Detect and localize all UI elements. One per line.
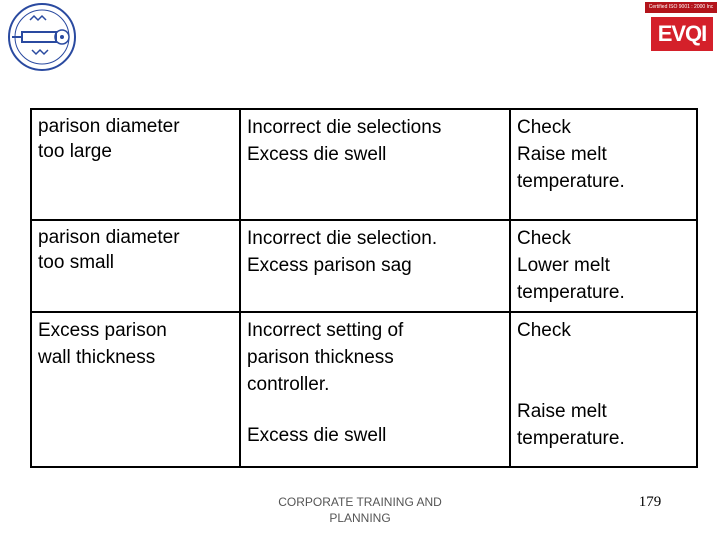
problem-cell: parison diameter too small: [31, 220, 240, 312]
table-row: [31, 312, 697, 467]
table-row: [31, 109, 697, 220]
table-row: [31, 220, 697, 312]
page-number: 179: [638, 494, 662, 510]
brand-logo: [645, 2, 717, 52]
institute-logo: [6, 2, 78, 72]
troubleshooting-table: [30, 108, 698, 468]
cause-cell: Incorrect setting of parison thickness controller. Excess die swell: [240, 312, 510, 467]
footer-caption: CORPORATE TRAINING AND PLANNING: [278, 495, 442, 525]
cause-cell: Incorrect die selection. Excess parison sag: [240, 220, 510, 312]
certification-strip: Certified ISO 9001 : 2000 Inc: [645, 2, 717, 13]
remedy-cell: Check Lower melt temperature.: [510, 220, 697, 312]
remedy-cell: Check Raise melt temperature.: [510, 109, 697, 220]
problem-cell: Excess parison wall thickness: [31, 312, 240, 467]
cause-cell: Incorrect die selections Excess die swell: [240, 109, 510, 220]
problem-cell: parison diameter too large: [31, 109, 240, 220]
brand-mark: EVQI: [651, 17, 713, 51]
remedy-cell: Check Raise melt temperature.: [510, 312, 697, 467]
